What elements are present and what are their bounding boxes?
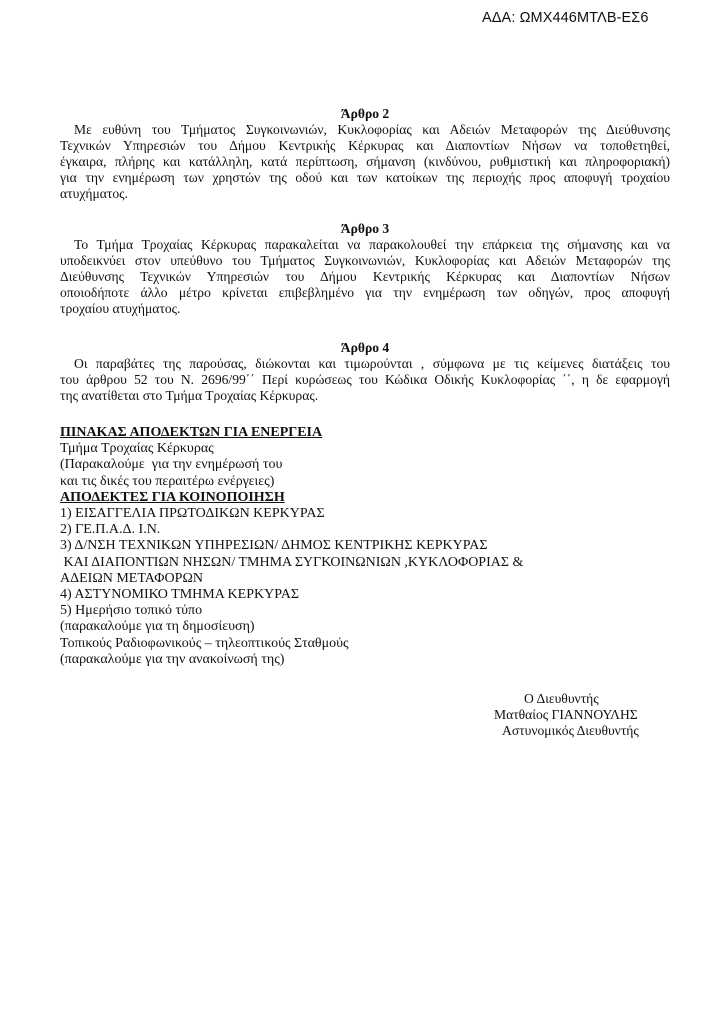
recipient-line: (παρακαλούμε για την ανακοίνωσή της)	[60, 651, 285, 667]
recipients-section	[60, 425, 670, 668]
signature-name: Ματθαίος ΓΙΑΝΝΟΥΛΗΣ	[494, 707, 638, 722]
article-line: Με ευθύνη του Τμήματος Συγκοινωνιών, Κυκλοφορίας και Αδειών Μεταφορών της Διεύθυνσης	[74, 122, 670, 137]
recipient-line: 1) ΕΙΣΑΓΓΕΛΙΑ ΠΡΩΤΟΔΙΚΩΝ ΚΕΡΚΥΡΑΣ	[60, 506, 325, 522]
recipient-line: (παρακαλούμε για τη δημοσίευση)	[60, 619, 255, 635]
recipient-line: 4) ΑΣΤΥΝΟΜΙΚΟ ΤΜΗΜΑ ΚΕΡΚΥΡΑΣ	[60, 587, 299, 603]
recipient-line: 5) Ημερήσιο τοπικό τύπο	[60, 603, 203, 619]
recipient-line: ΑΔΕΙΩΝ ΜΕΤΑΦΟΡΩΝ	[60, 570, 203, 586]
article-line: Τεχνικών Υπηρεσιών του Δήμου Κεντρικής Κέρκυρας και Διαποντίων Νήσων να τοποθετηθεί,	[60, 138, 670, 153]
article-4	[60, 340, 670, 404]
article-line: Διεύθυνσης Τεχνικών Υπηρεσιών του Δήμου Κεντρικής Κέρκυρας και Διαποντίων Νήσων	[60, 269, 670, 284]
recipient-line: 2) ΓΕ.Π.Α.Δ. Ι.Ν.	[60, 522, 161, 538]
article-line: Το Τμήμα Τροχαίας Κέρκυρας παρακαλείται να παρακολουθεί την επάρκεια της σήμανσης και να	[74, 237, 670, 252]
recipient-line: Τοπικούς Ραδιοφωνικούς – τηλεοπτικούς Σταθμούς	[60, 635, 349, 651]
ada-code: ΑΔΑ: ΩΜΧ446ΜΤΛΒ-ΕΣ6	[482, 10, 649, 26]
article-line: Οι παραβάτες της παρούσας, διώκονται και τιμωρούνται , σύμφωνα με τις κείμενες διατάξεις του	[74, 356, 670, 371]
article-3	[60, 221, 670, 317]
article-line: υποδεικνύει στον υπεύθυνο του Τμήματος Συγκοινωνιών, Κυκλοφορίας και Αδειών Μεταφορών της	[60, 253, 670, 268]
article-line: ατυχήματος.	[60, 186, 128, 201]
article-title: Άρθρο 2	[340, 106, 390, 121]
recipients-notify-heading: ΑΠΟΔΕΚΤΕΣ ΓΙΑ ΚΟΙΝΟΠΟΙΗΣΗ	[60, 489, 285, 505]
signature-rank: Αστυνομικός Διευθυντής	[502, 723, 639, 738]
recipients-action-heading: ΠΙΝΑΚΑΣ ΑΠΟΔΕΚΤΩΝ ΓΙΑ ΕΝΕΡΓΕΙΑ	[60, 425, 323, 440]
recipient-line: και τις δικές του περαιτέρω ενέργειες)	[60, 473, 275, 489]
article-line: οποιοδήποτε άλλο μέτρο κρίνεται επιβεβλημένο για την ενημέρωση των οδηγών, προς αποφυγή	[60, 285, 670, 300]
recipient-line: Τμήμα Τροχαίας Κέρκυρας	[60, 441, 214, 457]
article-title: Άρθρο 3	[340, 221, 390, 236]
recipient-line: 3) Δ/ΝΣΗ ΤΕΧΝΙΚΩΝ ΥΠΗΡΕΣΙΩΝ/ ΔΗΜΟΣ ΚΕΝΤΡΙΚΗΣ ΚΕΡΚΥΡΑΣ	[60, 538, 488, 554]
article-line: έγκαιρα, πλήρης και κατάλληλη, κατά περίπτωση, σήμανση (κινδύνου, ρυθμιστική και πληροφοριακή)	[60, 154, 670, 169]
recipient-line: ΚΑΙ ΔΙΑΠΟΝΤΙΩΝ ΝΗΣΩΝ/ ΤΜΗΜΑ ΣΥΓΚΟΙΝΩΝΙΩΝ ,ΚΥΚΛΟΦΟΡΙΑΣ &	[60, 554, 524, 570]
article-line: του άρθρου 52 του Ν. 2696/99΄΄ Περί κυρώσεως του Κώδικα Οδικής Κυκλοφορίας ΄΄, η δε εφαρμογή	[60, 372, 670, 387]
article-line: της ανατίθεται στο Τμήμα Τροχαίας Κέρκυρας.	[60, 388, 319, 403]
article-line: τροχαίου ατυχήματος.	[60, 301, 181, 316]
article-2	[60, 106, 670, 202]
article-title: Άρθρο 4	[340, 340, 390, 355]
recipient-line: (Παρακαλούμε για την ενημέρωσή του	[60, 457, 283, 473]
article-line: για την ενημέρωση των χρηστών της οδού και των κατοίκων της περιοχής προς αποφυγή τροχαίου	[60, 170, 670, 185]
signature-role: Ο Διευθυντής	[524, 691, 599, 706]
